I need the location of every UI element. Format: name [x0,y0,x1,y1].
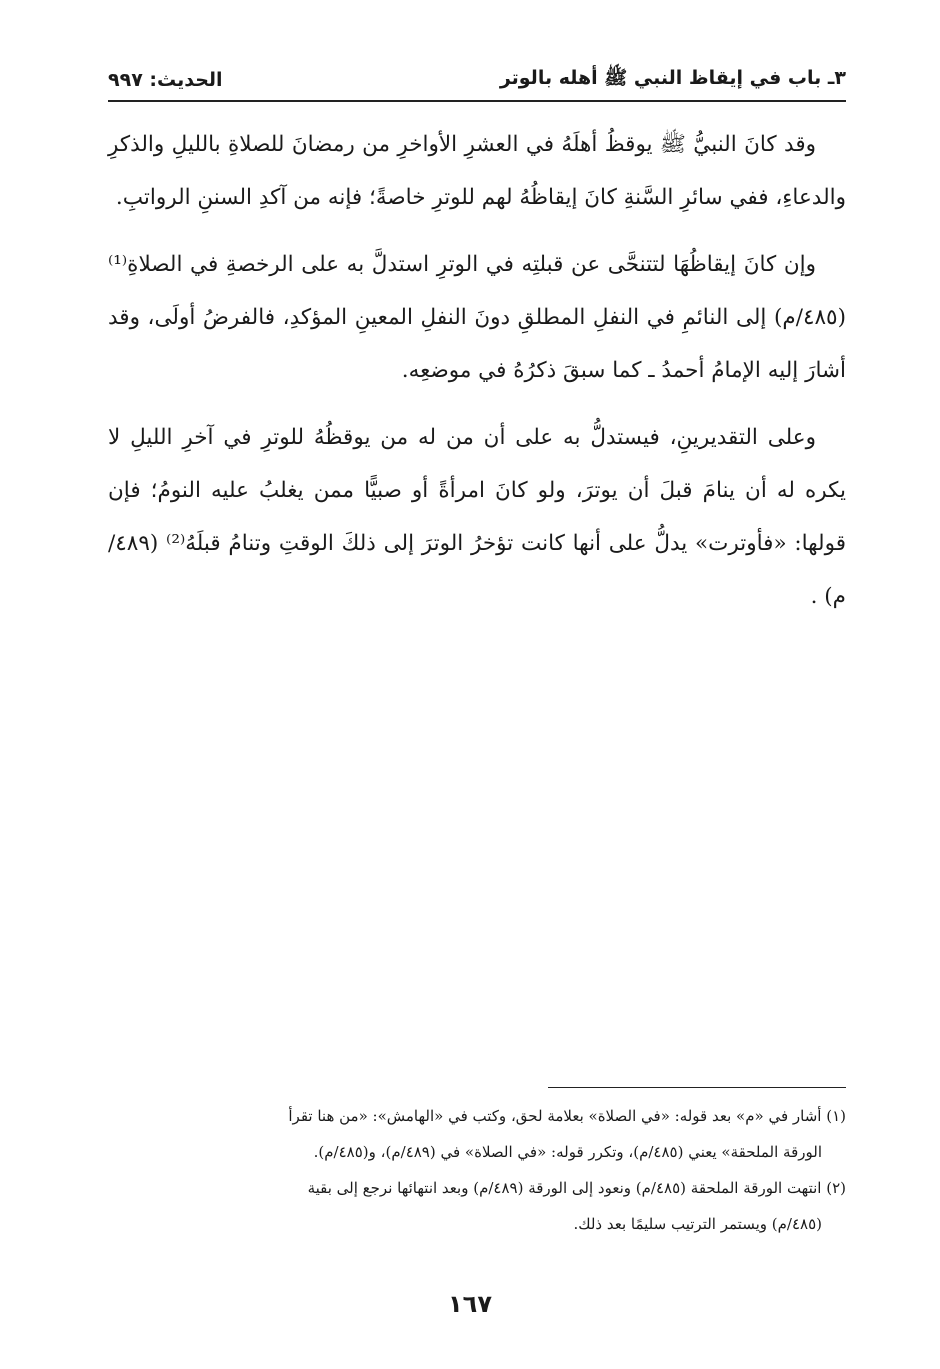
page-number: ١٦٧ [448,1290,492,1318]
paragraph: وقد كانَ النبيُّ ﷺ يوقظُ أهلَهُ في العشرِ الأواخرِ من رمضانَ للصلاةِ بالليلِ والذكرِ والدعاءِ، ففي سائرِ السَّنةِ كانَ إيقاظُهُ لهم للوترِ خاصةً؛ فإنه من آكدِ السننِ الرواتبِ. [108,132,846,210]
footnote-1-line-2: الورقة الملحقة» يعني (٤٨٥/م)، وتكرر قوله: «في الصلاة» في (٤٨٩/م)، و(٤٨٥/م). [313,1143,822,1161]
footnote-2-line-2: (٤٨٥/م) ويستمر الترتيب سليمًا بعد ذلك. [573,1215,822,1233]
chapter-title: ٣ـ باب في إيقاظ النبي ﷺ أهله بالوتر [499,67,846,89]
paragraph: وعلى التقديرينِ، فيستدلُّ به على أن من له من يوقظُهُ للوترِ في آخرِ الليلِ لا يكره له أن ينامَ قبلَ أن يوترَ، ولو كانَ امرأةً أو صبيًّا ممن يغلبُ عليه النومُ؛ فإن قولها: «فأوترت» يدلُّ على أنها كانت تؤخرُ الوترَ إلى ذلكَ الوقتِ وتنامُ قبلَهُ⁽²⁾ (٤٨٩/م) . [108,425,846,609]
main-text [108,118,846,637]
hadith-number: الحديث: ٩٩٧ [108,69,223,91]
footnotes [108,1098,846,1242]
footnote-separator [548,1087,846,1088]
paragraph: وإن كانَ إيقاظُهَا لتتنحَّى عن قبلتِه في الوترِ استدلَّ به على الرخصةِ في الصلاةِ⁽¹⁾ (٤٨٥/م) إلى النائمِ في النفلِ المطلقِ دونَ النفلِ المعينِ المؤكدِ، فالفرضُ أولَى، وقد أشارَ إليه الإمامُ أحمدُ ـ كما سبقَ ذكرُهُ في موضعِه. [108,252,846,383]
footnote-1-line-1: (١) أشار في «م» بعد قوله: «في الصلاة» بعلامة لحق، وكتب في «الهامش»: «من هنا تقرأ [288,1107,846,1125]
running-head [108,64,846,102]
footnote-2-line-1: (٢) انتهت الورقة الملحقة (٤٨٥/م) ونعود إلى الورقة (٤٨٩/م) وبعد انتهائها نرجع إلى بقية [307,1179,846,1197]
